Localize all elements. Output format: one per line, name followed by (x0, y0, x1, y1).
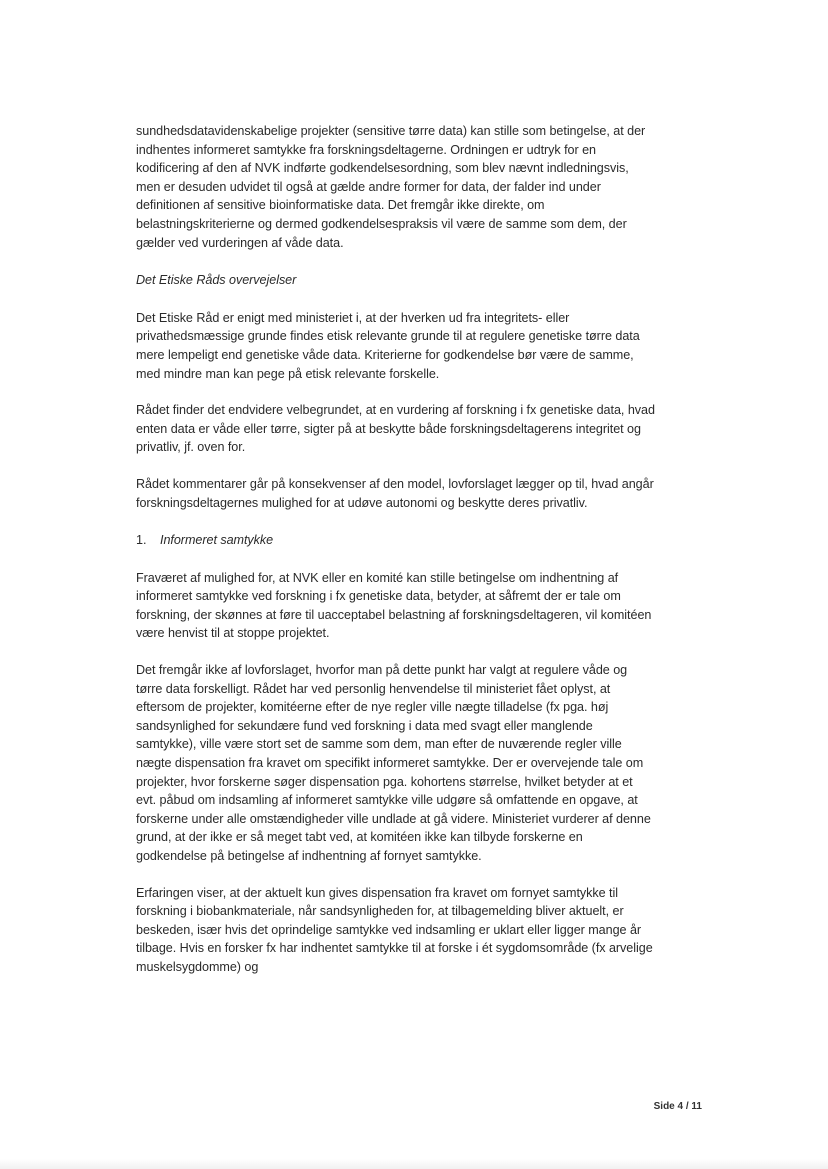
paragraph-bill: Det fremgår ikke af lovforslaget, hvorfor man på dette punkt har valgt at regulere våde og tørre data forskelligt. Rådet har ved personlig henvendelse til ministeriet fået oplyst, at eftersom de projekter, komitéerne efter de nye regler ville nægte tilladelse (fx pga. høj sandsynlighed for sekundære fund ved forskning i data med svagt eller manglende samtykke), ville være stort set de samme som dem, man efter de nuværende regler ville nægte dispensation fra kravet om specifikt informeret samtykke. Der er overvejende tale om projekter, hvor forskerne søger dispensation pga. kohortens størrelse, hvilket betyder at et evt. påbud om indsamling af informeret samtykke ville udgøre så omfattende en opgave, at forskerne under alle omstændigheder ville undlade at gå videre. Ministeriet vurderer af denne grund, at der ikke er så meget tabt ved, at komitéen ikke kan tilbyde forskerne en godkendelse på betingelse af indhentning af fornyet samtykke. (136, 663, 651, 863)
document-body (136, 122, 656, 977)
paragraph-experience: Erfaringen viser, at der aktuelt kun gives dispensation fra kravet om fornyet samtykke til forskning i biobankmateriale, når sandsynligheden for, at tilbagemelding bliver aktuelt, er beskeden, især hvis det oprindelige samtykke ved indsamling er uklart eller ligger mange år tilbage. Hvis en forsker fx har indhentet samtykke til at forske i ét sygdomsområde (fx arvelige muskelsygdomme) og (136, 885, 653, 974)
scan-edge (0, 1159, 828, 1169)
page-number: Side 4 / 11 (653, 1101, 702, 1112)
section-title: Informeret samtykke (160, 533, 274, 548)
section-heading-council: Det Etiske Råds overvejelser (136, 273, 297, 288)
paragraph-intro: sundhedsdatavidenskabelige projekter (sensitive tørre data) kan stille som betingelse, at der indhentes informeret samtykke fra forskningsdeltagerne. Ordningen er udtryk for en kodificering af den af NVK indførte godkendelsesordning, som blev nævnt indledningsvis, men er desuden udvidet til også at gælde andre former for data, der falder ind under definitionen af sensitive bioinformatiske data. Det fremgår ikke direkte, om belastningskriterierne og dermed godkendelsespraksis vil være de samme som dem, der gælder ved vurderingen af våde data. (136, 124, 646, 250)
section-heading-consent (136, 531, 656, 550)
paragraph-absence: Fraværet af mulighed for, at NVK eller en komité kan stille betingelse om indhentning af informeret samtykke ved forskning i fx genetiske data, betyder, at såfremt der er tale om forskning, der skønnes at føre til uacceptabel belastning af forskningsdeltageren, vil komitéen være henvist til at stoppe projektet. (136, 570, 652, 641)
paragraph-council-wellfounded: Rådet finder det endvidere velbegrundet, at en vurdering af forskning i fx genetiske data, hvad enten data er våde eller tørre, sigter på at beskytte både forskningsdeltagerens integritet og privatliv, jf. oven for. (136, 403, 655, 455)
paragraph-council-comments: Rådet kommentarer går på konsekvenser af den model, lovforslaget lægger op til, hvad angår forskningsdeltagernes mulighed for at udøve autonomi og beskytte deres privatliv. (136, 476, 654, 510)
paragraph-council-agree: Det Etiske Råd er enigt med ministeriet i, at der hverken ud fra integritets- eller privathedsmæssige grunde findes etisk relevante grunde til at regulere genetiske tørre data mere lempeligt end genetiske våde data. Kriterierne for godkendelse bør være de samme, med mindre man kan pege på etisk relevante forskelle. (136, 310, 640, 381)
section-number: 1. (136, 533, 147, 548)
